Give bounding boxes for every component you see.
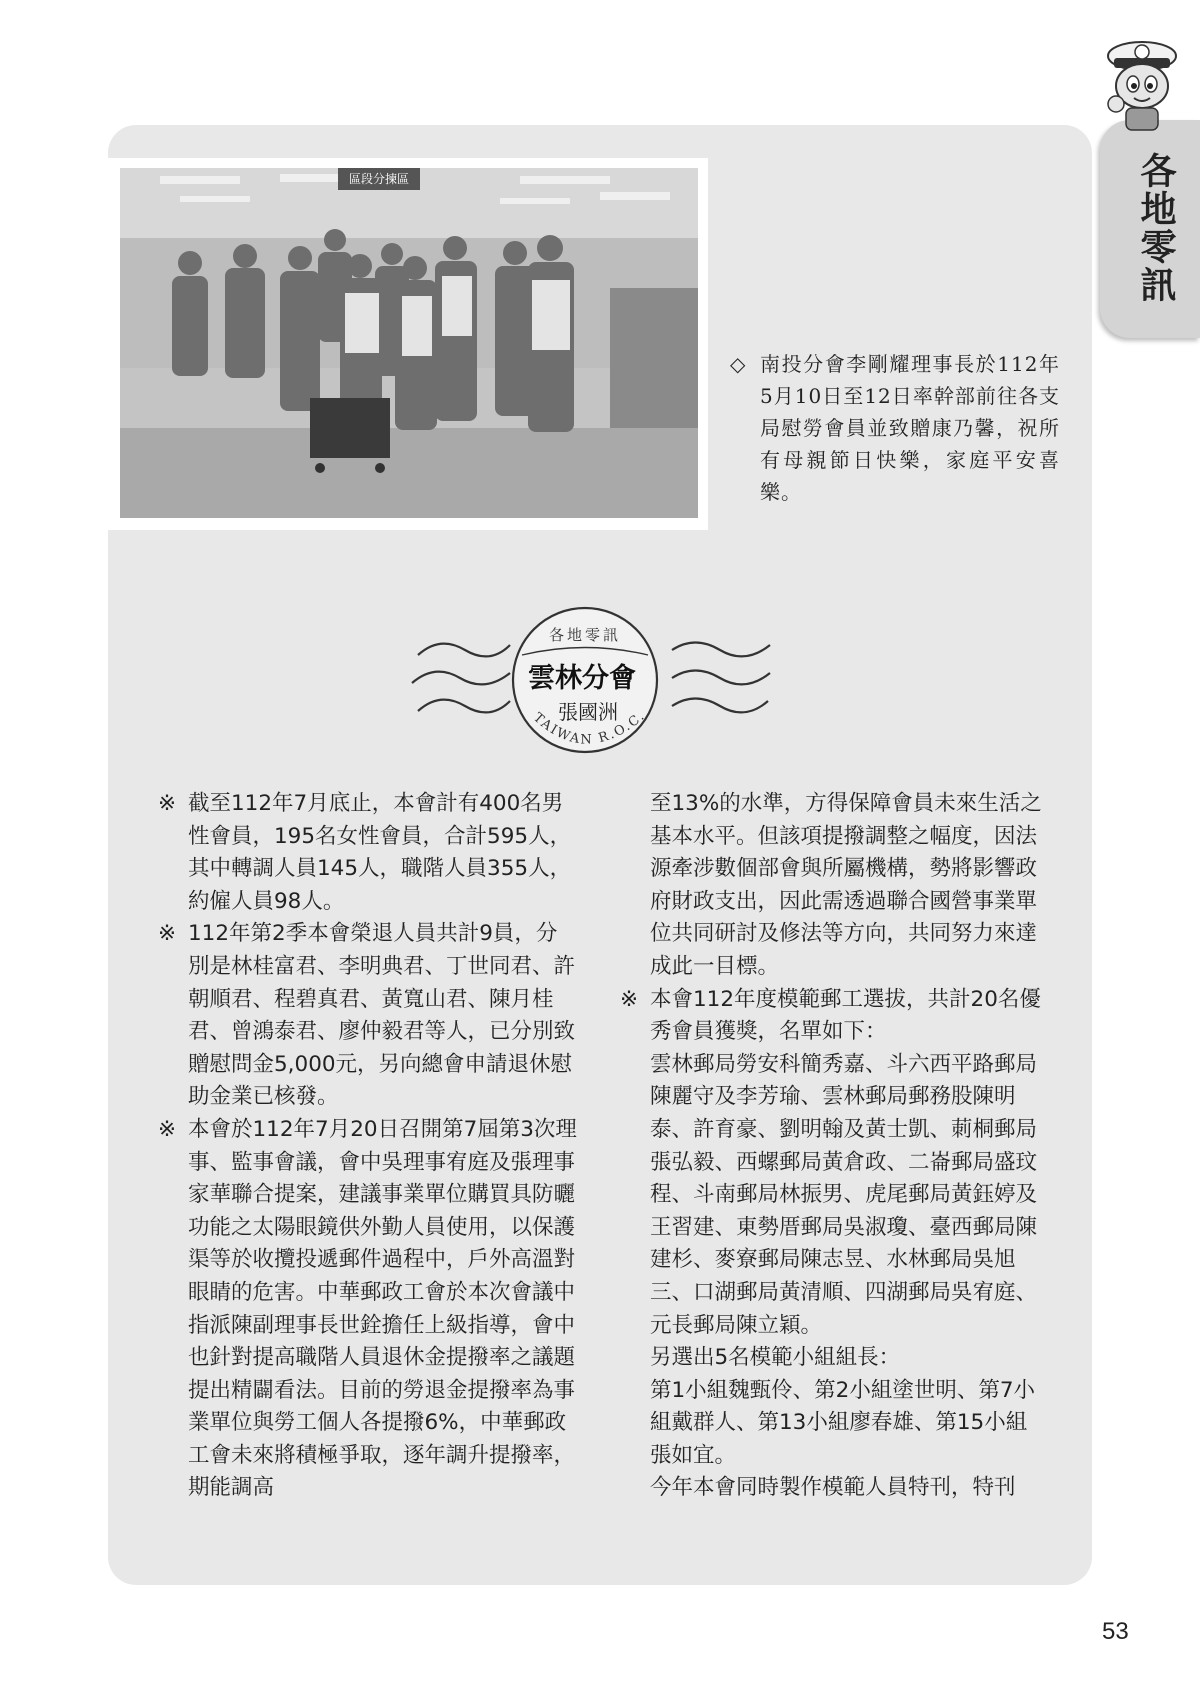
stamp-author: 張國洲 (558, 700, 618, 724)
item-mark: ※ (620, 986, 639, 1012)
left-column (158, 788, 578, 1505)
item-text: 截至112年7月底止，本會計有400名男性會員，195名女性會員，合計595人，其中轉調人員145人，職階人員355人，約僱人員98人。 (188, 791, 572, 914)
stamp-bottom-text: TAIWAN R.O.C. (530, 708, 649, 748)
section-tab-title: 各地零訊 (1135, 152, 1177, 304)
item-text: 112年第2季本會榮退人員共計9員，分別是林桂富君、李明典君、丁世同君、許朝順君、程碧真君、黃寬山君、陳月桂君、曾鴻泰君、廖仲毅君等人，已分別致贈慰問金5,000元，另向總會申請退休慰助金業已核發。 (188, 921, 576, 1110)
item-mark: ※ (158, 921, 177, 947)
right-column (620, 788, 1045, 1505)
list-item (158, 1114, 578, 1505)
award-list: 雲林郵局勞安科簡秀嘉、斗六西平路郵局陳麗守及李芳瑜、雲林郵局郵務股陳明泰、許育豪、劉明翰及黃士凱、莿桐郵局張弘毅、西螺郵局黃倉政、二崙郵局盛玟程、斗南郵局林振男、虎尾郵局黃鈺婷及王習建、東勢厝郵局吳淑瓊、臺西郵局陳建杉、麥寮郵局陳志昱、水林郵局吳旭三、口湖郵局黃清順、四湖郵局吳宥庭、元長郵局陳立穎。 (650, 1051, 1038, 1338)
stamp-title: 雲林分會 (528, 663, 636, 694)
continuation-text: 至13%的水準，方得保障會員未來生活之基本水平。但該項提撥調整之幅度，因法源牽涉數個部會與所屬機構，勢將影響政府財政支出，因此需透過聯合國營事業單位共同研討及修法等方向，共同努力來達成此一目標。 (650, 791, 1042, 979)
item-text: 本會112年度模範郵工選拔，共計20名優秀會員獲獎，名單如下： (650, 986, 1041, 1045)
photo-caption (730, 348, 1060, 508)
list-item (158, 788, 578, 918)
group-photo-image (120, 168, 698, 518)
photo-sign-text: 區段分揀區 (348, 172, 410, 186)
leaders-list: 第1小組魏甄伶、第2小組塗世明、第7小組戴群人、第13小組廖春雄、第15小組張如宜。 (650, 1377, 1036, 1468)
group-photo (120, 168, 698, 518)
caption-mark: ◇ (730, 352, 747, 376)
item-mark: ※ (158, 791, 177, 816)
list-item (158, 918, 578, 1114)
item-mark: ※ (158, 1116, 177, 1142)
closing-text: 今年本會同時製作模範人員特刊，特刊 (650, 1475, 1016, 1501)
page-number: 53 (1102, 1618, 1129, 1645)
stamp-top-text: 各地零訊 (548, 626, 622, 644)
mascot-icon (1096, 34, 1188, 134)
leaders-intro: 另選出5名模範小組組長： (650, 1345, 901, 1371)
caption-text: 南投分會李剛耀理事長於112年5月10日至12日率幹部前往各支局慰勞會員並致贈康乃馨，祝所有母親節日快樂，家庭平安喜樂。 (760, 352, 1060, 504)
list-item (620, 984, 1045, 1049)
item-text: 本會於112年7月20日召開第7屆第3次理事、監事會議，會中吳理事宥庭及張理事家華聯合提案，建議事業單位購買具防曬功能之太陽眼鏡供外勤人員使用，以保護渠等於收攬投遞郵件過程中，戶外高溫對眼睛的危害。中華郵政工會於本次會議中指派陳副理事長世銓擔任上級指導，會中也針對提高職階人員退休金提撥率之議題提出精闢看法。目前的勞退金提撥率為事業單位與勞工個人各提撥6%，中華郵政工會未來將積極爭取，逐年調升提撥率，期能調高 (188, 1116, 577, 1501)
section-tab (1100, 120, 1200, 338)
postmark-stamp (410, 595, 780, 765)
photo-frame (108, 158, 708, 530)
